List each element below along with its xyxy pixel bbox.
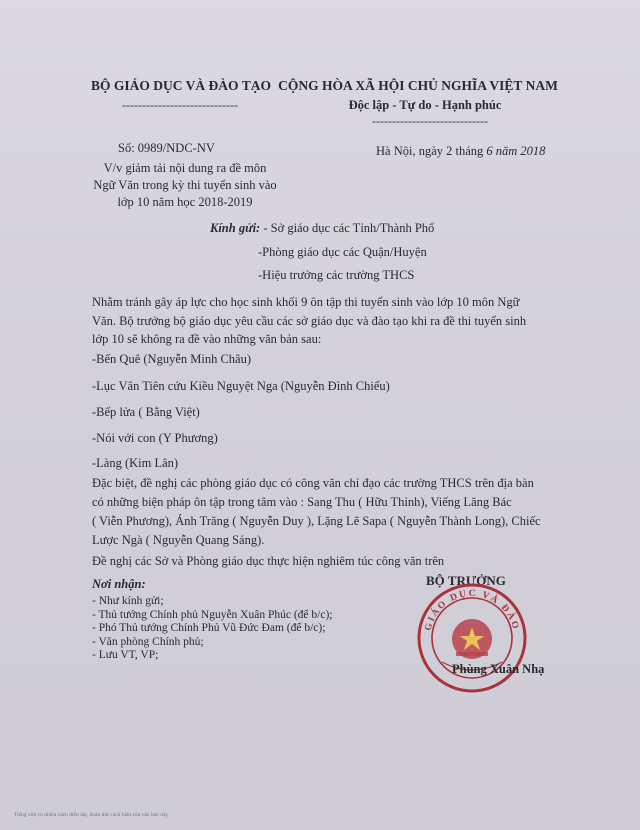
footer-note: Tiếng việt có nhiều cách diễn đạt, đoán thử cách hiểu của văn bản này xyxy=(14,812,169,818)
recipients-block xyxy=(210,219,434,237)
distribution-item: - Văn phòng Chính phủ; xyxy=(92,635,204,648)
work-item: -Nói với con (Y Phương) xyxy=(92,431,218,445)
subject xyxy=(76,160,294,211)
recipient-1: - Sở giáo dục các Tỉnh/Thành Phố xyxy=(263,221,435,235)
recipient-2: -Phòng giáo dục các Quận/Huyện xyxy=(258,245,427,259)
body-paragraph xyxy=(92,293,562,349)
body-line-2: Văn. Bộ trưởng bộ giáo dục yêu cầu các sở giáo dục và đào tạo khi ra đề thi tuyển sinh xyxy=(92,313,527,328)
special-line-4: Lược Ngà ( Nguyễn Quang Sáng). xyxy=(92,533,265,547)
special-paragraph xyxy=(92,474,570,550)
ministry-separator: ----------------------------- xyxy=(122,98,238,112)
subject-line-1: V/v giảm tải nội dung ra đề môn xyxy=(103,161,267,175)
distribution-label: Nơi nhận: xyxy=(92,577,146,591)
seal-text: GIÁO DỤC VÀ ĐÀO xyxy=(423,588,521,632)
signer-title: BỘ TRƯỞNG xyxy=(426,573,506,588)
document-number: Số: 0989/NDC-NV xyxy=(118,141,215,155)
distribution-item: - Thủ tướng Chính phủ Nguyễn Xuân Phúc (để b/c); xyxy=(92,608,333,621)
special-line-3: ( Viễn Phương), Ánh Trăng ( Nguyễn Duy ), Lặng Lẽ Sapa ( Nguyễn Thành Long), Chiếc xyxy=(92,514,541,528)
body-line-1: Nhằm tránh gây áp lực cho học sinh khối 9 ôn tập thi tuyển sinh vào lớp 10 môn Ngữ xyxy=(92,295,520,309)
official-seal xyxy=(416,582,528,694)
work-item: -Lục Vân Tiên cứu Kiều Nguyệt Nga (Nguyễn Đình Chiểu) xyxy=(92,379,390,393)
work-item: -Bến Quê (Nguyễn Minh Châu) xyxy=(92,352,251,366)
distribution-item: - Phó Thủ tướng Chính Phủ Vũ Đức Đam (để b/c); xyxy=(92,622,326,634)
subject-line-2: Ngữ Văn trong kỳ thi tuyển sinh vào xyxy=(93,178,277,192)
signer-name: Phùng Xuân Nhạ xyxy=(452,662,545,676)
distribution-item: - Như kính gửi; xyxy=(92,595,164,607)
recipient-label: Kính gửi: xyxy=(210,221,264,235)
date-year: năm 2018 xyxy=(492,144,546,158)
work-item: -Làng (Kim Lân) xyxy=(92,456,179,470)
subject-line-3: lớp 10 năm học 2018-2019 xyxy=(117,195,253,209)
date-month: 6 xyxy=(486,144,493,158)
ministry-name: BỘ GIÁO DỤC VÀ ĐÀO TẠO xyxy=(91,78,271,93)
date-city: Hà Nội, ngày 2 tháng xyxy=(376,144,487,158)
date-place xyxy=(376,142,545,160)
motto-separator: ----------------------------- xyxy=(372,114,488,128)
closing-request: Đề nghị các Sở và Phòng giáo dục thực hiện nghiêm túc công văn trên xyxy=(92,554,445,568)
recipient-3: -Hiệu trưởng các trường THCS xyxy=(258,268,415,282)
work-item: -Bếp lửa ( Bằng Việt) xyxy=(92,405,200,419)
national-motto: Độc lập - Tự do - Hạnh phúc xyxy=(348,98,502,112)
body-line-3: lớp 10 sẽ không ra đề vào những văn bản sau: xyxy=(92,332,322,346)
distribution-item: - Lưu VT, VP; xyxy=(92,649,159,661)
distribution-list xyxy=(92,595,392,663)
special-line-1: Đặc biệt, đề nghị các phòng giáo dục có công văn chỉ đạo các trường THCS trên địa bàn xyxy=(92,476,534,490)
special-line-2: có những biện pháp ôn tập trong tâm vào : Sang Thu ( Hữu Thỉnh), Viếng Lăng Bác xyxy=(92,495,512,509)
national-title: CỘNG HÒA XÃ HỘI CHỦ NGHĨA VIỆT NAM xyxy=(278,78,558,93)
